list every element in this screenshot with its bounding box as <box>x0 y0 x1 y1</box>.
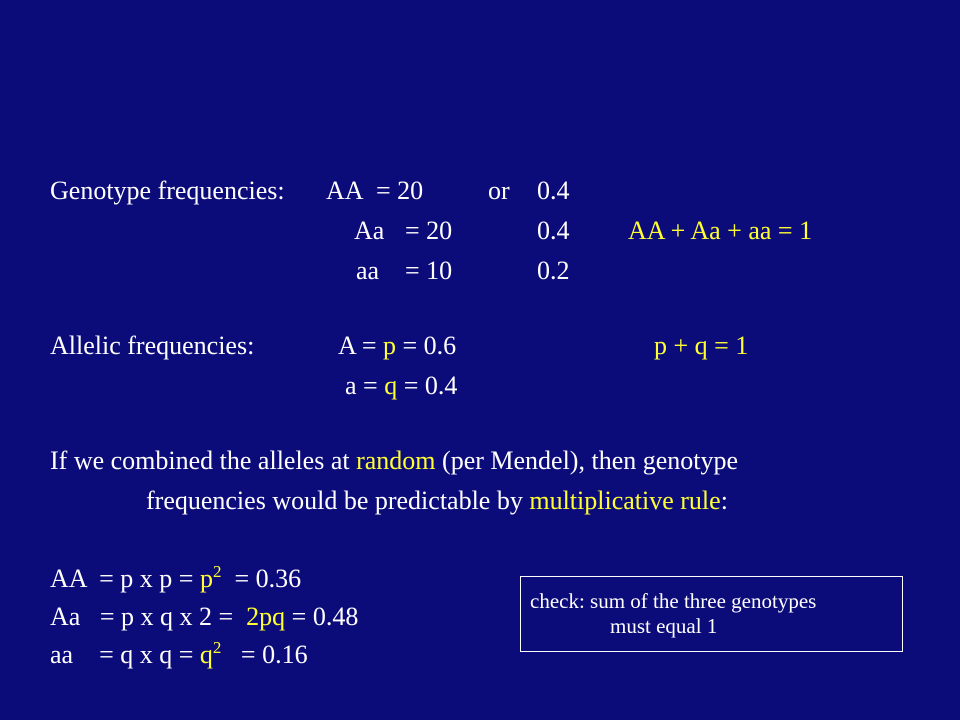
genotype-aa-mixed-count: = 20 <box>405 216 453 245</box>
genotype-aa-upper-name: AA <box>326 176 364 205</box>
allele-a-lower: a = q = 0.4 <box>345 371 458 400</box>
genotype-aa-mixed-name: Aa <box>354 216 385 245</box>
check-note-box <box>520 576 903 652</box>
paragraph-line-2: frequencies would be predictable by multiplicative rule: <box>146 486 728 515</box>
genotype-aa-upper-count: = 20 <box>376 176 424 205</box>
product-aa-lower: aa = q x $q = q^2 = 0.16$ <box>50 638 308 669</box>
product-aa-mixed: Aa = p x q x 2 = 2pq = 0.48 <box>50 602 359 631</box>
paragraph-line-1: If we combined the alleles at random (per Mendel), then genotype <box>50 446 739 475</box>
check-note-line-2: must equal 1 <box>610 614 718 638</box>
genotype-aa-upper-freq: 0.4 <box>537 176 570 205</box>
product-aa-upper: AA = p x $p = p^2 = 0.36$ <box>50 562 302 593</box>
allelic-sum-rule: p + q = 1 <box>654 331 749 360</box>
genotype-label: Genotype frequencies: <box>50 176 285 205</box>
check-note-line-1: check: sum of the three genotypes <box>530 589 817 613</box>
genotype-aa-lower-count: = 10 <box>405 256 453 285</box>
allelic-label: Allelic frequencies: <box>50 331 255 360</box>
genotype-or: or <box>488 176 510 205</box>
allele-a-upper: A = p = 0.6 <box>338 331 457 360</box>
genotype-aa-mixed-freq: 0.4 <box>537 216 570 245</box>
genotype-sum-rule: AA + Aa + aa = 1 <box>628 216 813 245</box>
genotype-aa-lower-freq: 0.2 <box>537 256 570 285</box>
genotype-aa-lower-name: aa <box>356 256 380 285</box>
